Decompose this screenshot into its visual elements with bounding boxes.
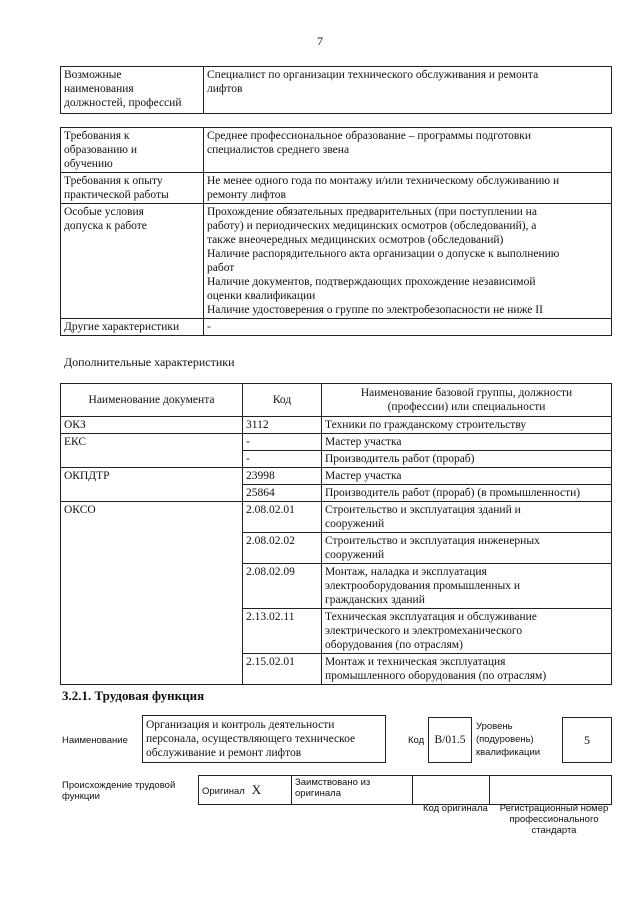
code-original-label: Код оригинала — [423, 803, 488, 814]
code-cell: - — [243, 451, 322, 468]
original-mark: X — [251, 781, 262, 797]
name-cell: Строительство и эксплуатация инженерных сооружений — [322, 533, 612, 564]
header-doc: Наименование документа — [61, 384, 243, 417]
name-cell: Монтаж, наладка и эксплуатация электрооборудования промышленных и гражданских зданий — [322, 564, 612, 609]
name-cell: Мастер участка — [322, 434, 612, 451]
borrowed-label: Заимствовано из оригинала — [292, 776, 413, 805]
positions-label: Возможные наименования должностей, профессий — [61, 67, 204, 114]
table-row — [61, 468, 612, 485]
function-name-label: Наименование — [62, 735, 128, 746]
code-cell: 2.08.02.02 — [243, 533, 322, 564]
requirement-value: Не менее одного года по монтажу и/или техническому обслуживанию и ремонту лифтов — [204, 173, 612, 204]
code-value: B/01.5 — [428, 717, 472, 763]
table-row — [61, 502, 612, 533]
reg-number-label: Регистрационный номер профессионального стандарта — [499, 803, 609, 836]
code-cell: 23998 — [243, 468, 322, 485]
header-code: Код — [243, 384, 322, 417]
additional-table — [60, 383, 612, 685]
page-number: 7 — [317, 34, 323, 48]
function-heading: 3.2.1. Трудовая функция — [62, 688, 205, 703]
requirement-label: Требования к образованию и обучению — [61, 128, 204, 173]
level-value: 5 — [562, 717, 612, 763]
requirement-value: Среднее профессиональное образование – программы подготовки специалистов среднего звена — [204, 128, 612, 173]
origin-label: Происхождение трудовой функции — [62, 780, 176, 802]
requirement-label: Особые условия допуска к работе — [61, 204, 204, 319]
additional-title: Дополнительные характеристики — [64, 355, 235, 369]
reg-number-cell — [490, 776, 612, 805]
name-cell: Производитель работ (прораб) — [322, 451, 612, 468]
requirement-label: Требования к опыту практической работы — [61, 173, 204, 204]
positions-value: Специалист по организации технического обслуживания и ремонта лифтов — [204, 67, 612, 114]
positions-table — [60, 66, 612, 114]
requirement-value: - — [204, 319, 612, 336]
requirement-label: Другие характеристики — [61, 319, 204, 336]
code-cell: 2.08.02.09 — [243, 564, 322, 609]
name-cell: Мастер участка — [322, 468, 612, 485]
table-row — [61, 434, 612, 451]
name-cell: Техники по гражданскому строительству — [322, 417, 612, 434]
requirements-table — [60, 127, 612, 336]
doc-cell: ОКЗ — [61, 417, 243, 434]
code-cell: 2.13.02.11 — [243, 609, 322, 654]
table-row — [61, 417, 612, 434]
name-cell: Строительство и эксплуатация зданий и сооружений — [322, 502, 612, 533]
code-label: Код — [408, 735, 425, 746]
function-name-value: Организация и контроль деятельности персонала, осуществляющего техническое обслуживание и ремонт лифтов — [142, 715, 386, 763]
original-cell — [199, 776, 292, 805]
code-cell: - — [243, 434, 322, 451]
doc-cell: ЕКС — [61, 434, 243, 468]
code-cell: 2.15.02.01 — [243, 654, 322, 685]
code-original-cell — [413, 776, 490, 805]
code-cell: 2.08.02.01 — [243, 502, 322, 533]
requirement-row — [61, 319, 612, 336]
origin-table — [198, 775, 612, 805]
code-cell: 25864 — [243, 485, 322, 502]
doc-cell: ОКПДТР — [61, 468, 243, 502]
name-cell: Монтаж и техническая эксплуатация промышленного оборудования (по отраслям) — [322, 654, 612, 685]
level-label: Уровень (подуровень) квалификации — [476, 721, 541, 758]
doc-cell: ОКСО — [61, 502, 243, 685]
requirement-value: Прохождение обязательных предварительных (при поступлении на работу) и периодических медицинских осмотров (обследований), а также внеочередных медицинских осмотров (обследований) Наличие распорядительного акта организации о допуске к выполнению работ Наличие документов, подтверждающих прохождение независимой оценки квалификации Наличие удостоверения о группе по электробезопасности не ниже II — [204, 204, 612, 319]
requirement-row — [61, 128, 612, 173]
original-label: Оригинал — [202, 785, 245, 797]
header-name: Наименование базовой группы, должности (профессии) или специальности — [322, 384, 612, 417]
requirement-row — [61, 204, 612, 319]
code-cell: 3112 — [243, 417, 322, 434]
requirement-row — [61, 173, 612, 204]
name-cell: Производитель работ (прораб) (в промышленности) — [322, 485, 612, 502]
name-cell: Техническая эксплуатация и обслуживание электрического и электромеханического оборудования (по отраслям) — [322, 609, 612, 654]
